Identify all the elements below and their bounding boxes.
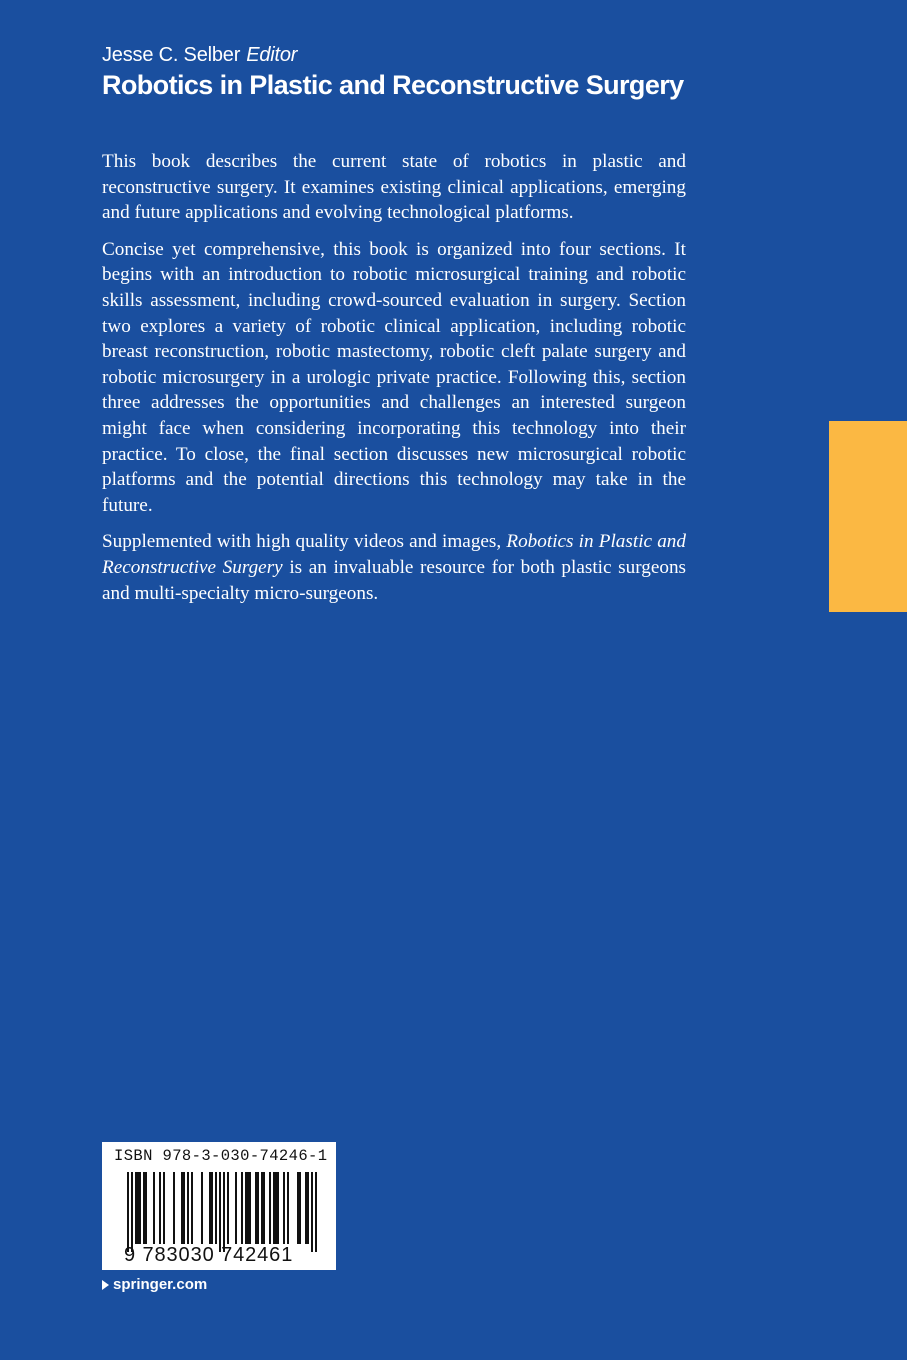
barcode-bar: [181, 1172, 183, 1244]
barcode-bar: [235, 1172, 237, 1244]
barcode-digits: 9 783030 742461: [124, 1244, 294, 1266]
barcode-bar: [269, 1172, 271, 1244]
barcode-bar: [173, 1172, 175, 1244]
barcode-bar: [297, 1172, 299, 1244]
editor-line: [102, 44, 297, 67]
barcode-bar: [139, 1172, 141, 1244]
barcode-bar: [219, 1172, 221, 1252]
barcode-bar: [143, 1172, 145, 1244]
publisher-link[interactable]: [102, 1276, 207, 1293]
barcode-bar: [275, 1172, 277, 1244]
description-paragraph-3: [102, 529, 686, 606]
barcode-bar: [153, 1172, 155, 1244]
barcode-bar: [191, 1172, 193, 1244]
barcode-bar: [307, 1172, 309, 1244]
barcode-bar: [305, 1172, 307, 1244]
barcode-bar: [183, 1172, 185, 1244]
barcode-bar: [263, 1172, 265, 1244]
book-title: Robotics in Plastic and Reconstructive Surgery: [102, 70, 684, 100]
barcode-bar: [299, 1172, 301, 1244]
barcode-bar: [211, 1172, 213, 1244]
book-title-italic: Robotics in Plastic and Reconstructive Surgery: [102, 531, 686, 578]
barcode-bar: [247, 1172, 249, 1244]
barcode-bar: [283, 1172, 285, 1244]
barcode-bar: [273, 1172, 275, 1244]
barcode-bar: [315, 1172, 317, 1252]
barcode-bar: [277, 1172, 279, 1244]
publisher-website: springer.com: [113, 1276, 208, 1293]
barcode-bar: [209, 1172, 211, 1244]
book-description: [102, 149, 686, 617]
barcode-bar: [131, 1172, 133, 1252]
barcode-bar: [249, 1172, 251, 1244]
paragraph-3-tail: is an invaluable resource for both plastic surgeons and multi-specialty micro-surgeons.: [102, 556, 687, 604]
barcode-bar: [145, 1172, 147, 1244]
barcode-bar: [201, 1172, 203, 1244]
barcode-bar: [287, 1172, 289, 1244]
paragraph-3-lead: Supplemented with high quality videos and images,: [102, 531, 507, 553]
barcode-bar: [227, 1172, 229, 1244]
barcode-bar: [127, 1172, 129, 1252]
barcode-bar: [241, 1172, 243, 1244]
barcode-bar: [245, 1172, 247, 1244]
barcode-bar: [163, 1172, 165, 1244]
barcode-box: [102, 1142, 336, 1270]
barcode-bar: [159, 1172, 161, 1244]
description-paragraph-2: Concise yet comprehensive, this book is organized into four sections. It begins with an introduction to robotic microsurgical training and robotic skills assessment, including crowd-sourced evaluation in surgery. Section two explores a variety of robotic clinical application, including robotic breast reconstruction, robotic mastectomy, robotic cleft palate surgery and robotic microsurgery in a urologic private practice. Following this, section three addresses the opportunities and challenges an interested surgeon might face when considering incorporating this technology into their practice. To close, the final section discusses new microsurgical robotic platforms and the potential directions this technology may take in the future.: [102, 238, 686, 516]
barcode-bar: [255, 1172, 257, 1244]
barcode-bar: [311, 1172, 313, 1252]
barcode-bar: [137, 1172, 139, 1244]
barcode-bar: [187, 1172, 189, 1244]
spine-color-tab: [829, 421, 907, 612]
editor-role: Editor: [246, 44, 298, 66]
barcode-bar: [257, 1172, 259, 1244]
barcode-bar: [215, 1172, 217, 1244]
barcode-bar: [261, 1172, 263, 1244]
barcode-bar: [135, 1172, 137, 1244]
editor-name: Jesse C. Selber: [102, 44, 241, 66]
description-paragraph-1: This book describes the current state of robotics in plastic and reconstructive surgery. It examines existing clinical applications, emerging and future applications and evolving technological platforms.: [102, 151, 686, 224]
barcode-bar: [223, 1172, 225, 1252]
isbn-label: ISBN 978-3-030-74246-1: [114, 1147, 328, 1165]
arrow-right-icon: [102, 1280, 109, 1290]
